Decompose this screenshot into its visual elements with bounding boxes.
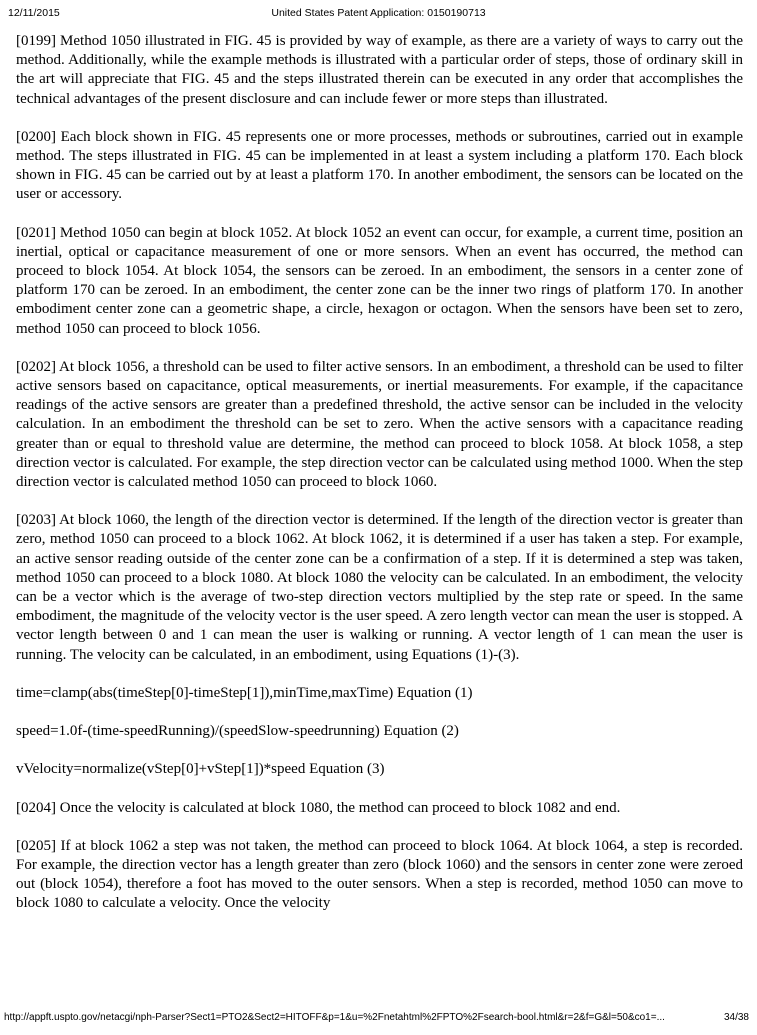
equation-3: vVelocity=normalize(vStep[0]+vStep[1])*speed Equation (3) <box>16 761 385 778</box>
document-title: United States Patent Application: 0150190713 <box>271 7 486 19</box>
document-body <box>16 32 743 933</box>
paragraph-0201: [0201] Method 1050 can begin at block 1052. At block 1052 an event can occur, for example, a current time, position an inertial, optical or capacitance measurement of one or more sensors. When an event has occurred, the method can proceed to block 1054. At block 1054, the sensors can be zeroed. In an embodiment, the sensors in a center zone of platform 170 can be zeroed. In an embodiment, the center zone can be the inner two rings of platform 170. In another embodiment center zone can a geometric shape, a circle, hexagon or octagon. When the sensors have been set to zero, method 1050 can proceed to block 1056. <box>16 224 743 337</box>
print-header <box>8 7 749 21</box>
print-footer <box>4 1012 749 1026</box>
page-number: 34/38 <box>723 1012 749 1023</box>
source-url-link[interactable]: http://appft.uspto.gov/netacgi/nph-Parser?Sect1=PTO2&Sect2=HITOFF&p=1&u=%2Fnetahtml%2FPTO%2Fsearch-bool.html&r=2&f=G&l=50&co1=... <box>4 1012 665 1023</box>
print-date: 12/11/2015 <box>8 7 60 19</box>
paragraph-0199: [0199] Method 1050 illustrated in FIG. 45 is provided by way of example, as there are a variety of ways to carry out the method. Additionally, while the example methods is illustrated with a particular order of steps, those of ordinary skill in the art will appreciate that FIG. 45 and the steps illustrated therein can be executed in any order that accomplishes the technical advantages of the present disclosure and can include fewer or more steps than illustrated. <box>16 33 743 107</box>
paragraph-0203: [0203] At block 1060, the length of the direction vector is determined. If the length of the direction vector is greater than zero, method 1050 can proceed to a block 1062. At block 1062, it is determined if a user has taken a step. For example, an active sensor reading outside of the center zone can be a confirmation of a step. If it is determined a step was taken, method 1050 can proceed to a block 1080. At block 1080 the velocity can be calculated. In an embodiment, the velocity can be a vector which is the average of two-step direction vectors multiplied by the step rate or speed. In the same embodiment, the magnitude of the velocity vector is the user speed. A zero length vector can mean the user is stopped. A vector length between 0 and 1 can mean the user is walking or running. A vector length of 1 can mean the user is running. The velocity can be calculated, in an embodiment, using Equations (1)-(3). <box>16 512 743 663</box>
paragraph-0202: [0202] At block 1056, a threshold can be used to filter active sensors. In an embodiment, a threshold can be used to filter active sensors based on capacitance, optical measurements, or inertial measurements. For example, if the capacitance readings of the active sensors are greater than a predefined threshold, the active sensor can be included in the velocity calculation. In an embodiment the threshold can be set to zero. When the active sensors with a capacitance reading greater than or equal to threshold value are determine, the method can proceed to block 1058. At block 1058, a step direction vector is calculated. For example, the step direction vector can be calculated using method 1000. When the step direction vector is calculated method 1050 can proceed to block 1060. <box>16 358 743 491</box>
paragraph-0200: [0200] Each block shown in FIG. 45 represents one or more processes, methods or subroutines, carried out in example method. The steps illustrated in FIG. 45 can be implemented in at least a system including a platform 170. Each block shown in FIG. 45 can be carried out by at least a platform 170. In another embodiment, the sensors can be located on the user or accessory. <box>16 128 743 203</box>
paragraph-0204: [0204] Once the velocity is calculated at block 1080, the method can proceed to block 1082 and end. <box>16 799 621 816</box>
equation-1: time=clamp(abs(timeStep[0]-timeStep[1]),minTime,maxTime) Equation (1) <box>16 684 473 701</box>
equation-2: speed=1.0f-(time-speedRunning)/(speedSlow-speedrunning) Equation (2) <box>16 723 459 740</box>
paragraph-0205: [0205] If at block 1062 a step was not taken, the method can proceed to block 1064. At block 1064, a step is recorded. For example, the direction vector has a length greater than zero (block 1060) and the sensors in center zone were zeroed out (block 1054), therefore a foot has moved to the outer sensors. When a step is recorded, method 1050 can move to block 1080 to calculate a velocity. Once the velocity <box>16 837 743 912</box>
